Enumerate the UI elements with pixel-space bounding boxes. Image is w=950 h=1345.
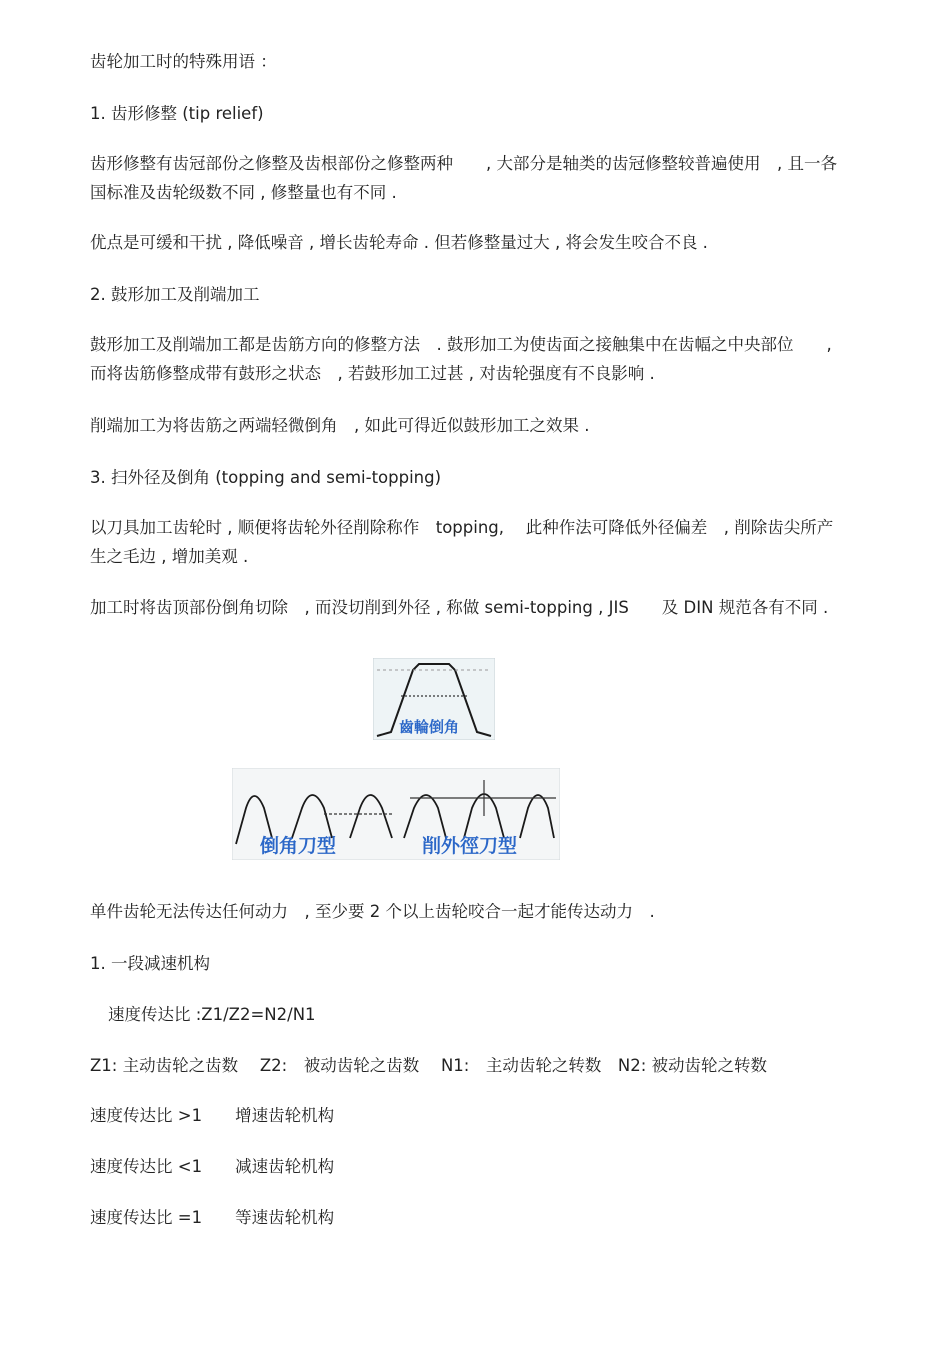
speed-ratio-formula: 速度传达比 :Z1/Z2=N2/N1: [108, 1005, 316, 1024]
ratio-less-than-one: 速度传达比 <1 减速齿轮机构: [90, 1157, 335, 1176]
ratio-equal-one: 速度传达比 =1 等速齿轮机构: [90, 1208, 335, 1227]
doc-heading: 齿轮加工时的特殊用语 ：: [90, 52, 277, 71]
tool-profile-figure: [232, 768, 560, 860]
section-2-para-2: 削端加工为将齿筋之两端轻微倒角 , 如此可得近似鼓形加工之效果 .: [90, 416, 590, 435]
section-3-para-2: 加工时将齿顶部份倒角切除 , 而没切削到外径 , 称做 semi-topping , JIS 及 DIN 规范各有不同 .: [90, 598, 829, 617]
section-1-para-1-line-1: 齿形修整有齿冠部份之修整及齿根部份之修整两种 , 大部分是轴类的齿冠修整较普遍使用 , 且一各: [90, 154, 837, 173]
section-4-title: 1. 一段减速机构: [90, 954, 210, 973]
section-1-title: 1. 齿形修整 (tip relief): [90, 104, 264, 123]
gear-power-para: 单件齿轮无法传达任何动力 , 至少要 2 个以上齿轮咬合一起才能传达动力 .: [90, 902, 655, 921]
topping-tool-label: 削外徑刀型: [422, 835, 518, 857]
gear-chamfer-label: 齒輪倒角: [399, 718, 460, 736]
gear-chamfer-drawing: [373, 658, 495, 740]
chamfer-tool-label: 倒角刀型: [260, 835, 337, 857]
section-3-para-1-line-2: 生之毛边 , 增加美观 .: [90, 547, 249, 566]
gear-chamfer-figure: [373, 658, 495, 740]
section-1-para-1-line-2: 国标准及齿轮级数不同 , 修整量也有不同 .: [90, 183, 397, 202]
section-3-para-1-line-1: 以刀具加工齿轮时 , 顺便将齿轮外径削除称作 topping, 此种作法可降低外径偏差 , 削除齿尖所产: [90, 518, 834, 537]
ratio-greater-than-one: 速度传达比 >1 增速齿轮机构: [90, 1106, 335, 1125]
section-3-title: 3. 扫外径及倒角 (topping and semi-topping): [90, 468, 442, 487]
section-2-title: 2. 鼓形加工及削端加工: [90, 285, 260, 304]
tool-profile-drawing: [232, 768, 560, 860]
section-2-para-1-line-2: 而将齿筋修整成带有鼓形之状态 , 若鼓形加工过甚 , 对齿轮强度有不良影响 .: [90, 364, 655, 383]
symbol-definitions: Z1: 主动齿轮之齿数 Z2: 被动齿轮之齿数 N1: 主动齿轮之转数 N2: 被动齿轮之转数: [90, 1056, 767, 1075]
section-1-para-2: 优点是可缓和干扰 , 降低噪音 , 增长齿轮寿命 . 但若修整量过大 , 将会发生咬合不良 .: [90, 233, 708, 252]
section-2-para-1-line-1: 鼓形加工及削端加工都是齿筋方向的修整方法 . 鼓形加工为使齿面之接触集中在齿幅之中央部位 ,: [90, 335, 832, 354]
